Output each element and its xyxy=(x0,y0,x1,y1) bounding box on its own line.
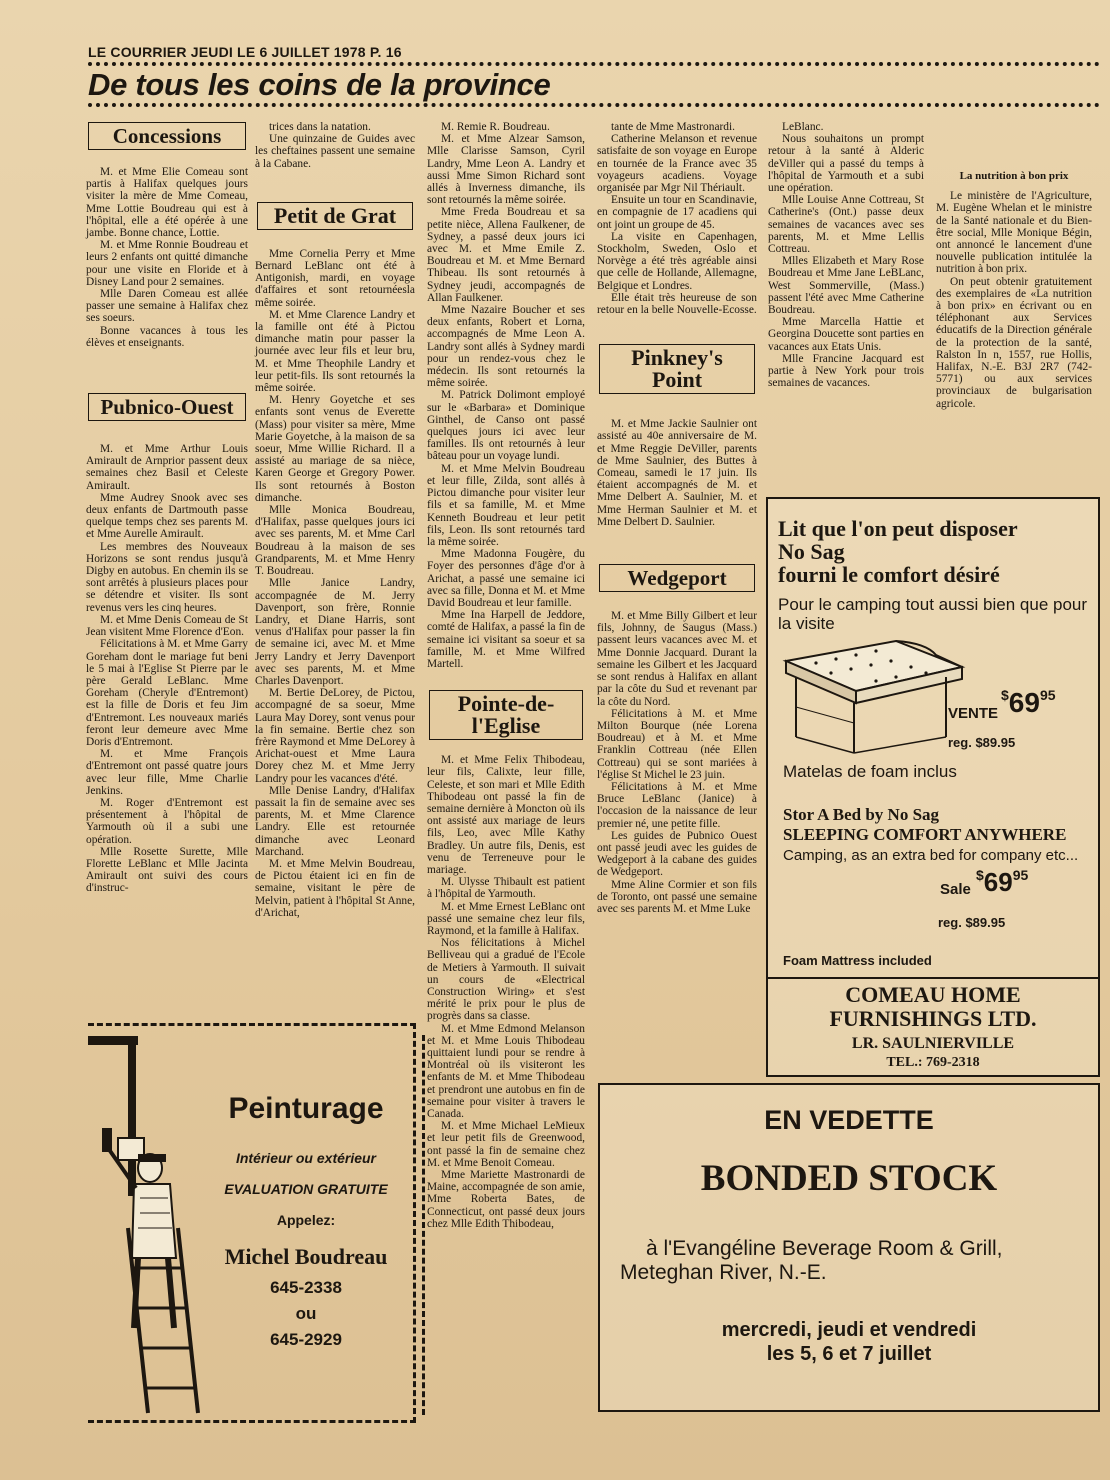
article-paragraph: Mme Marcella Hattie et Georgina Doucette sont parties en vacances aux Etats Unis. xyxy=(768,316,924,353)
article-paragraph: Mlle Denise Landry, d'Halifax passait la fin de semaine avec ses parents, M. et Mme Clarence Landry. Elle est retournée dimanche avec Leonard Marchand. xyxy=(255,784,415,858)
article-paragraph: M. et Mme Ronnie Boudreau et leurs 2 enfants ont quitté dimanche pour une visite en Floride et à Disney Land pour 2 semaines. xyxy=(86,239,248,288)
sale-price-1 xyxy=(1001,687,1056,719)
column-6 xyxy=(936,156,1092,410)
article-paragraph: M. et Mme Clarence Landry et la famille ont été à Pictou dimanche matin pour passer la journée avec leur fils et leur bru, M. et Mme Theophile Landry et leur petit-fils. Ils sont retournés la même soirée. xyxy=(255,308,415,395)
article-paragraph: M. Roger d'Entremont est présentement à l'hôpital de Yarmouth où il a subi une opération. xyxy=(86,796,248,846)
article-paragraph: M. Ulysse Thibault est patient à l'hôpital de Yarmouth. xyxy=(427,876,585,901)
article-paragraph: Bonne vacances à tous les élèves et enseignants. xyxy=(86,324,248,349)
nosag-ad xyxy=(766,497,1100,1077)
dotted-rule-bottom xyxy=(88,103,1100,107)
article-paragraph: Nos félicitations à Michel Belliveau qui a gradué de l'Ecole de Metiers à Yarmouth. Il suivait un cours de «Electrical Construction Wiring» et s'est mérité le prix pour le plus de progrès dans sa classe. xyxy=(427,937,585,1023)
peinturage-name: Michel Boudreau xyxy=(224,1244,388,1269)
article-paragraph: M. et Mme Melvin Boudreau et leur fille, Zilda, sont allés à Pictou dimanche pour visiter leur fils et sa famille, M. et Mme Kenneth Boudreau et leur petit fils, Leon. Ils sont retournés tard la même soirée. xyxy=(427,462,585,548)
ad-headline-1: Lit que l'on peut disposer xyxy=(778,516,1018,541)
ad-headline-3: fourni le comfort désiré xyxy=(778,562,1000,587)
article-paragraph: Mlle Monica Boudreau, d'Halifax, passe quelques jours ici avec ses parents, M. et Mme Carl Boudreau à la maison de ses Grandparents, M. et Mme Henry T. Boudreau. xyxy=(255,504,415,578)
article-paragraph: M. Bertie DeLorey, de Pictou, accompagné de sa soeur, Mme Laura May Dorey, sont venus pour la fin semaine. Bertie chez son frère Raymond et Mme DeLorey à Arichat-ouest et Mme Laura Dorey chez M. et Mme Jerry Landry pour les vacances d'été. xyxy=(255,687,415,785)
store-name-1: COMEAU HOME xyxy=(845,982,1021,1007)
article-paragraph: M. et Mme Alzear Samson, Mlle Clarisse Samson, Cyril Landry, Mme Leon A. Landry et aussi Mme Simon Richard sont allés à Inverness dimanche, ils sont retournés la même soirée. xyxy=(427,133,585,207)
peinturage-line-3: Appelez: xyxy=(276,1212,336,1228)
article-paragraph: Ensuite un tour en Scandinavie, en compagnie de 17 acadiens qui ont joint un groupe de 45. xyxy=(597,194,757,231)
column-4 xyxy=(597,121,757,915)
nutrition-heading: La nutrition à bon prix xyxy=(959,170,1069,182)
article-paragraph: On peut obtenir gratuitement des exemplaires de «La nutrition à bon prix» en écrivant ou en téléphonant aux Services éducatifs de la Direction générale de la protection de la santé, Ralston In n, 1557, rue Hollis, Halifax, N.-E. B3J 2R7 (742-5771) ou aux services provinciaux de bulgarisation agricole. xyxy=(936,275,1092,410)
store-town: LR. SAULNIERVILLE xyxy=(851,1035,1015,1052)
article-paragraph: M. et Mme Jackie Saulnier ont assisté au 40e anniversaire de M. et Mme Reggie DeViller, parents de Mme Saulnier, des Buttes à Comeau, samedi le 17 juin. Ils étaient accompagnés de M. et Mme Delbert A. Saulnier, M. et Mme Herman Saulnier et M. et Mme Delbert D. Saulnier. xyxy=(597,418,757,528)
ad-english-3: Camping, as an extra bed for company etc... xyxy=(783,847,1079,864)
regular-price-1: reg. $89.95 xyxy=(948,735,1016,750)
peinturage-title: Peinturage xyxy=(228,1092,384,1125)
article-paragraph: M. et Mme Melvin Boudreau, de Pictou étaient ici en fin de semaine, visitant le père de Melvin, patient à l'hôpital St Anne, d'Arichat, xyxy=(255,857,415,919)
article-paragraph: Elle était très heureuse de son retour en la belle Nouvelle-Ecosse. xyxy=(597,291,757,317)
price-dollar-sign: $ xyxy=(976,867,984,883)
ad-headline-2: No Sag xyxy=(778,539,845,564)
article-paragraph: M. et Mme Felix Thibodeau, leur fils, Calixte, leur fille, Celeste, et son mari et Mlle Edith Thibodeau ont passé la fin de semaine dernière à Moncton où ils ont assisté aux mariage de leurs fils, Leo, avec Mlle Kathy Bradley. Un autre fils, Denis, est venu de Terreneuve pour le mariage. xyxy=(427,754,585,876)
regular-price-2: reg. $89.95 xyxy=(938,915,1006,930)
petit-de-grat-heading: Petit de Grat xyxy=(257,202,413,230)
ad-english-1: Stor A Bed by No Sag xyxy=(783,805,940,824)
price-cents: 95 xyxy=(1039,687,1056,703)
concessions-heading: Concessions xyxy=(88,122,246,150)
article-paragraph: Mme Cornelia Perry et Mme Bernard LeBlanc ont été à Antigonish, mardi, en voyage d'affaires et sont retournéesla même soirée. xyxy=(255,247,415,309)
store-name-2: FURNISHINGS LTD. xyxy=(829,1006,1037,1031)
price-dollar-sign: $ xyxy=(1001,687,1009,703)
vedette-title: EN VEDETTE xyxy=(764,1105,934,1135)
peinturage-line-1: Intérieur ou extérieur xyxy=(235,1150,377,1166)
store-phone: TEL.: 769-2318 xyxy=(886,1055,980,1070)
article-paragraph: LeBlanc. xyxy=(782,121,824,133)
pointe-de-leglise-heading: Pointe-de-l'Eglise xyxy=(429,690,583,740)
article-paragraph: Les membres des Nouveaux Horizons se sont rendus jusqu'à Digby en autobus. En chemin ils se sont arrêtés à plusieurs places pour se détendre et visiter. Ils sont revenus vers les cinq heures. xyxy=(86,540,248,614)
article-paragraph: Mme Ina Harpell de Jeddore, comté de Halifax, a passé la fin de semaine ici visitant sa soeur et sa famille, M. et Mme Wilfred Martell. xyxy=(427,609,585,670)
article-paragraph: Mlle Janice Landry, accompagnée de M. Jerry Davenport, son frère, Ronnie Landry, et Diane Harris, sont venus d'Halifax pour passer la fin de semaine ici, avec M. et Mme Jerry Landry et Jerry Davenport avec ses parents, M. et Mme Charles Davenport. xyxy=(255,577,415,687)
dates-line-2: les 5, 6 et 7 juillet xyxy=(766,1343,932,1365)
article-paragraph: Mme Mariette Mastronardi de Maine, accompagnée de son amie, Mme Roberta Bates, de Connecticut, ont passé deux jours chez Mlle Edith Thibodeau, xyxy=(427,1169,585,1230)
peinturage-phone-2: 645-2929 xyxy=(270,1330,342,1349)
article-paragraph: Félicitations à M. et Mme Bruce LeBlanc (Janice) à l'occasion de la naissance de leur premier né, une petite fille. xyxy=(597,780,757,830)
sale-price-2 xyxy=(976,867,1028,898)
en-vedette-ad xyxy=(598,1083,1100,1412)
venue-line-1: à l'Evangéline Beverage Room & Grill, xyxy=(646,1237,1003,1260)
article-paragraph: Les guides de Pubnico Ouest ont passé jeudi avec les guides de Wedgeport à la cabane des guides de Wedgeport. xyxy=(597,829,757,879)
bed-illustration xyxy=(776,637,966,757)
article-paragraph: Félicitations à M. et Mme Milton Bourque (née Lorena Boudreau) et à M. et Mme Franklin Cottreau (née Ellen Cottreau) qui se sont mariées à l'église St Michel le 23 juin. xyxy=(597,707,757,781)
dotted-rule-top xyxy=(88,62,1100,66)
ad-english-2: SLEEPING COMFORT ANYWHERE xyxy=(783,825,1067,844)
article-paragraph: Mlles Elizabeth et Mary Rose Boudreau et Mme Jane LeBLanc, West Sommerville, (Mass.) passent l'été avec Mme Catherine Boudreau. xyxy=(768,255,924,317)
peinturage-or: ou xyxy=(295,1304,317,1323)
peinturage-line-2: EVALUATION GRATUITE xyxy=(224,1181,388,1197)
column-5 xyxy=(768,121,924,389)
article-paragraph: M. et Mme Elie Comeau sont partis à Halifax quelques jours visiter la mère de Mme Comeau, Mme Lottie Boudreau qui est à l'hôpital, elle a été opérée à une jambe. Bonne chance, Lottie. xyxy=(86,166,248,240)
article-paragraph: tante de Mme Mastronardi. xyxy=(611,121,735,133)
article-paragraph: M. et Mme Edmond Melanson et M. et Mme Louis Thibodeau quittaient lundi pour se rendre à Montréal où ils visiteront les enfants de M. et Mme Thibodeau et prendront une autobus en fin de semaine pour visiter à travers le Canada. xyxy=(427,1022,585,1121)
venue-line-2: Meteghan River, N.-E. xyxy=(620,1261,827,1284)
band-name: BONDED STOCK xyxy=(700,1158,998,1199)
dates-line-1: mercredi, jeudi et vendredi xyxy=(721,1319,977,1341)
article-paragraph: Mlle Francine Jacquard est partie à New York pour trois semaines de vacances. xyxy=(768,352,924,390)
foam-note: Foam Mattress included xyxy=(783,953,932,968)
article-paragraph: Mlle Rosette Surette, Mlle Florette LeBlanc et Mlle Jacinta Amirault ont suivi des cours d'instruc- xyxy=(86,845,248,895)
page-header: LE COURRIER JEUDI LE 6 JUILLET 1978 P. 16 xyxy=(88,44,402,60)
vente-label: VENTE xyxy=(948,705,999,722)
wedgeport-heading: Wedgeport xyxy=(599,564,755,592)
article-paragraph: M. Patrick Dolimont employé sur le «Barbara» et Dominique Ginthel, de Canso ont passé quelques jours ici avec leur familles. Ils ont retournés à leur bâteau pour un voyage lundi. xyxy=(427,389,585,463)
article-paragraph: M. et Mme Ernest LeBlanc ont passé une semaine chez leur fils, Raymond, et la famille à Halifax. xyxy=(427,900,585,937)
matelas-note: Matelas de foam inclus xyxy=(783,762,957,781)
article-paragraph: Catherine Melanson et revenue satisfaite de son voyage en Europe en tournée de la France avec 35 voyageurs acadiens. Voyage organisée par Mgr Nil Thériault. xyxy=(597,133,757,195)
article-paragraph: M. et Mme Billy Gilbert et leur fils, Johnny, de Saugus (Mass.) passent leurs vacances avec M. et Mme Donnie Jacquard. Durant la semaine les Gilbert et les Jacquard se sont rendus à Halifax en allant par la côte du Sud et revenant par la côte du Nord. xyxy=(597,610,757,708)
ad-subhead: Pour le camping tout aussi bien que pour la visite xyxy=(778,595,1088,633)
article-paragraph: Mme Madonna Fougère, du Foyer des personnes d'âge d'or à Arichat, a passé une semaine ici avec sa fille, Donna et M. et Mme David Boudreau et leur famille. xyxy=(427,548,585,609)
article-paragraph: Une quinzaine de Guides avec les cheftaines passent une semaine à la Cabane. xyxy=(255,133,415,170)
painter-on-ladder-illustration xyxy=(88,1028,218,1418)
article-paragraph: M. et Mme Michael LeMieux et leur petit fils de Greenwood, ont passé la fin de semaine chez M. et Mme Benoit Comeau. xyxy=(427,1120,585,1169)
article-paragraph: Mme Audrey Snook avec ses deux enfants de Dartmouth passe quelque temps chez ses parents M. et Mme Aurelle Amirault. xyxy=(86,491,248,541)
ad-divider xyxy=(768,977,1098,979)
article-paragraph: La visite en Capenhagen, Stockholm, Sweden, Oslo et Norvège a été très agréable ainsi que celle de Hollande, Allemagne, Belgique et Londres. xyxy=(597,230,757,292)
article-paragraph: Le ministère de l'Agriculture, M. Eugène Whelan et le ministre de la Santé nationale et du Bien-être social, Mlle Monique Bégin, ont annoncé le lancement d'une nouvelle publication intitulée la nutrition à bon prix. xyxy=(936,190,1092,276)
sale-label: Sale xyxy=(940,881,971,898)
article-paragraph: Mme Aline Cormier et son fils de Toronto, ont passé une semaine avec ses parents M. et Mme Luke xyxy=(597,878,757,915)
article-paragraph: Mme Freda Boudreau et sa petite nièce, Allena Faulkener, de Sydney, a passé deux jours ici avec M. et Mme Emile Z. Boudreau et M. et Mme Bernard Thibeau. Ils sont retournés à Sydney jeudi, accompagnés de Allan Faulkener. xyxy=(427,206,585,304)
article-paragraph: Nous souhaitons un prompt retour à la santé à Alderic deViller qui a passé du temps à l'hôpital de Yarmouth et a subi une opération. xyxy=(768,133,924,195)
article-paragraph: Mlle Louise Anne Cottreau, St Catherine's (Ont.) passe deux semaines de vacances avec ses parents, M. et Mme Lellis Cottreau. xyxy=(768,194,924,256)
section-title: De tous les coins de la province xyxy=(88,67,551,102)
column-1 xyxy=(86,118,248,895)
article-paragraph: trices dans la natation. xyxy=(269,121,371,133)
peinturage-phone-1: 645-2338 xyxy=(270,1278,342,1297)
article-paragraph: M. et Mme François d'Entremont ont passé quatre jours avec leur fille, Mme Charlie Jenkins. xyxy=(86,748,248,797)
price-amount: 69 xyxy=(1008,687,1040,718)
article-paragraph: Mlle Daren Comeau est allée passer une semaine à Halifax chez ses soeurs. xyxy=(86,288,248,325)
pubnico-heading: Pubnico-Ouest xyxy=(88,393,246,421)
article-paragraph: M. et Mme Denis Comeau de St Jean visitent Mme Florence d'Eon. xyxy=(86,613,248,639)
article-paragraph: Félicitations à M. et Mme Garry Goreham dont le mariage fut beni le 5 mai à l'Eglise St Pierre par le père Gerald LeBlanc. Mme Goreham (Cheryle d'Entremont) est la fille de Doris et feu Jim d'Entremont. Les nouveaux mariés feront leur demeure avec Mme Doris d'Entremont. xyxy=(86,638,248,748)
article-paragraph: M. Remie R. Boudreau. xyxy=(441,121,550,133)
price-cents: 95 xyxy=(1012,867,1029,883)
price-amount: 69 xyxy=(983,867,1013,897)
article-paragraph: M. et Mme Arthur Louis Amirault de Arnprior passent deux semaines chez Basil et Celeste Amirault. xyxy=(86,443,248,492)
column-2 xyxy=(255,121,415,919)
column-rule xyxy=(422,1035,425,1415)
article-paragraph: M. Henry Goyetche et ses enfants sont venus de Everette (Mass) pour visiter sa mère, Mme Marie Goyetche, à la maison de sa soeur, Mme Willie Richard. Il a assisté au mariage de sa nièce, Karen George et Gregory Power. Ils sont retournés à Boston dimanche. xyxy=(255,394,415,504)
pinkneys-point-heading: Pinkney's Point xyxy=(599,344,755,394)
column-3 xyxy=(427,121,585,1230)
peinturage-ad xyxy=(88,1026,413,1418)
article-paragraph: Mme Nazaire Boucher et ses deux enfants, Robert et Lorna, accompagnés de Mme Leon A. Landry sont allés à Sydney mardi pour un rendez-vous chez le médecin. Ils sont retournés la même soirée. xyxy=(427,304,585,390)
